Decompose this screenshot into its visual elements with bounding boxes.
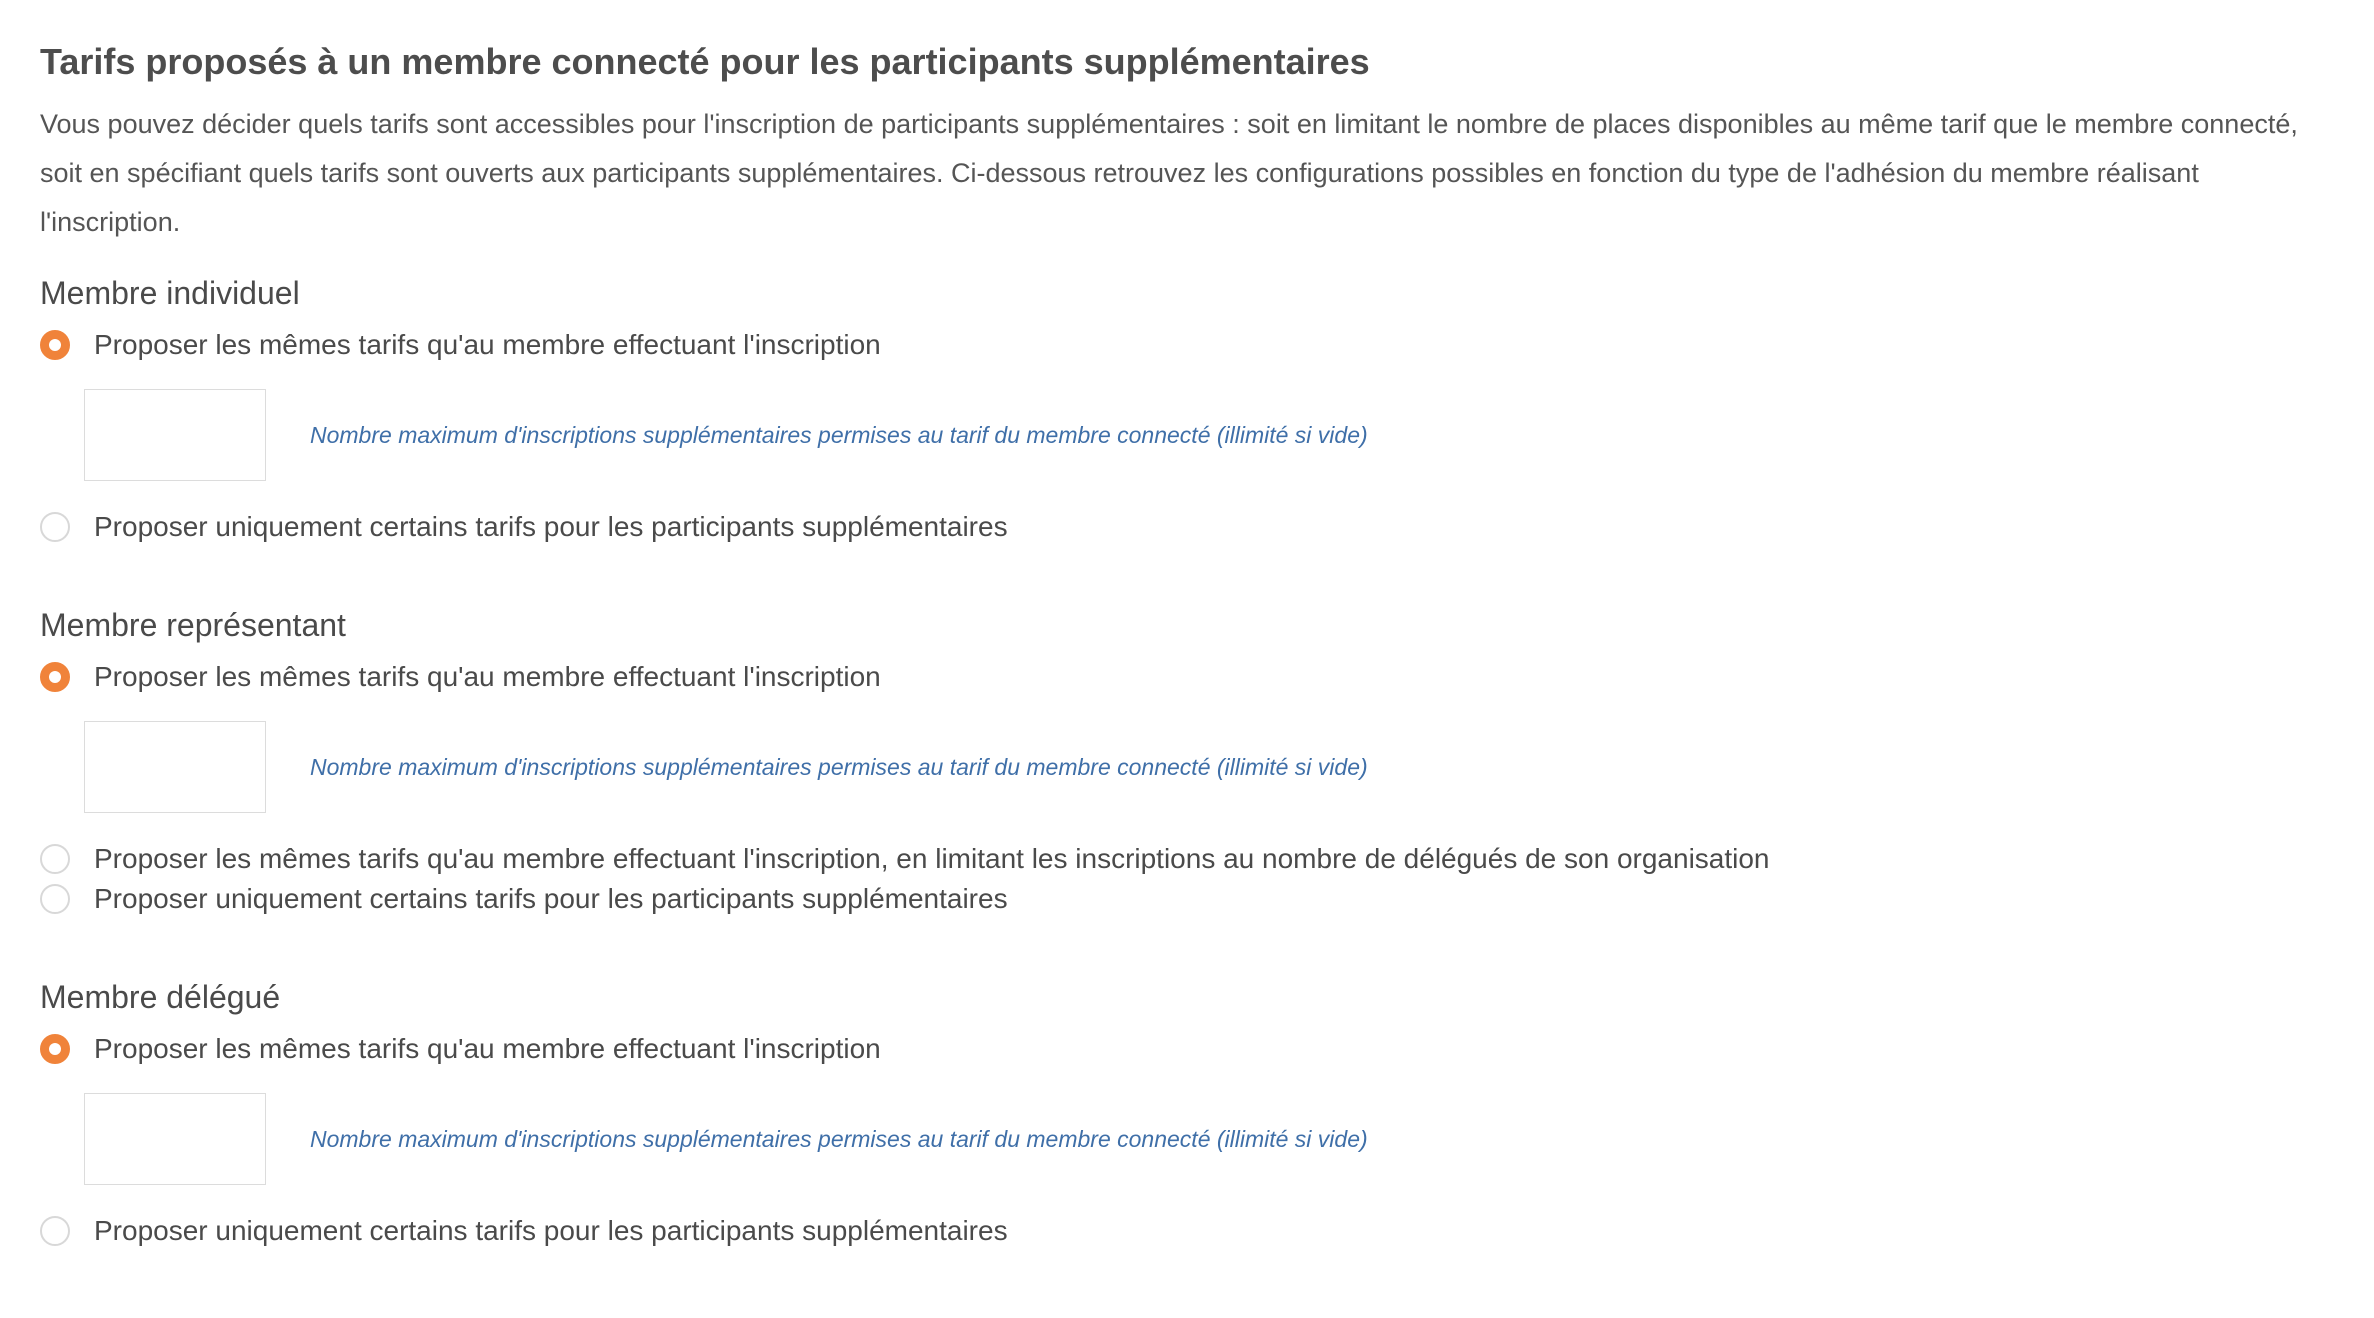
- section-spacer: [40, 919, 2334, 975]
- option-label: Proposer les mêmes tarifs qu'au membre effectuant l'inscription, en limitant les inscriptions au nombre de délégués de son organisation: [94, 843, 1770, 874]
- section-title: Membre individuel: [40, 275, 300, 311]
- option-same-rates[interactable]: [40, 1029, 2334, 1069]
- max-registrations-input[interactable]: [84, 1093, 266, 1185]
- option-specific-rates[interactable]: [40, 879, 2334, 919]
- option-label: Proposer les mêmes tarifs qu'au membre effectuant l'inscription: [94, 1033, 881, 1064]
- limit-block: [84, 389, 2334, 481]
- radio-checked-icon[interactable]: [40, 1034, 70, 1064]
- option-same-rates-delegates-limit[interactable]: [40, 839, 2334, 879]
- radio-unchecked-icon[interactable]: [40, 844, 70, 874]
- section-title: Membre représentant: [40, 607, 346, 643]
- max-registrations-input[interactable]: [84, 389, 266, 481]
- limit-help-text: Nombre maximum d'inscriptions supplémentaires permises au tarif du membre connecté (illimité si vide): [310, 421, 1368, 448]
- section-title: Membre délégué: [40, 979, 281, 1015]
- limit-help-text: Nombre maximum d'inscriptions supplémentaires permises au tarif du membre connecté (illimité si vide): [310, 753, 1368, 780]
- radio-checked-icon[interactable]: [40, 662, 70, 692]
- limit-help-text: Nombre maximum d'inscriptions supplémentaires permises au tarif du membre connecté (illimité si vide): [310, 1125, 1368, 1152]
- option-label: Proposer uniquement certains tarifs pour les participants supplémentaires: [94, 1215, 1008, 1246]
- radio-unchecked-icon[interactable]: [40, 512, 70, 542]
- option-specific-rates[interactable]: [40, 1211, 2334, 1251]
- limit-block: [84, 1093, 2334, 1185]
- section-membre-delegue: [40, 975, 2334, 1251]
- intro-text: Vous pouvez décider quels tarifs sont accessibles pour l'inscription de participants supplémentaires : soit en limitant le nombre de places disponibles au même tarif que le membre connecté, soit en spécifiant quels tarifs sont ouverts aux participants supplémentaires. Ci-dessous retrouvez les configurations possibles en fonction du type de l'adhésion du membre réalisant l'inscription.: [40, 109, 2298, 237]
- section-membre-representant: [40, 603, 2334, 919]
- section-membre-individuel: [40, 271, 2334, 547]
- option-same-rates[interactable]: [40, 325, 2334, 365]
- option-label: Proposer les mêmes tarifs qu'au membre effectuant l'inscription: [94, 329, 881, 360]
- radio-unchecked-icon[interactable]: [40, 884, 70, 914]
- limit-block: [84, 721, 2334, 813]
- section-spacer: [40, 547, 2334, 603]
- option-label: Proposer uniquement certains tarifs pour les participants supplémentaires: [94, 511, 1008, 542]
- option-same-rates[interactable]: [40, 657, 2334, 697]
- radio-unchecked-icon[interactable]: [40, 1216, 70, 1246]
- radio-checked-icon[interactable]: [40, 330, 70, 360]
- max-registrations-input[interactable]: [84, 721, 266, 813]
- option-specific-rates[interactable]: [40, 507, 2334, 547]
- option-label: Proposer les mêmes tarifs qu'au membre effectuant l'inscription: [94, 661, 881, 692]
- option-label: Proposer uniquement certains tarifs pour les participants supplémentaires: [94, 883, 1008, 914]
- page-title: Tarifs proposés à un membre connecté pour les participants supplémentaires: [40, 41, 1370, 82]
